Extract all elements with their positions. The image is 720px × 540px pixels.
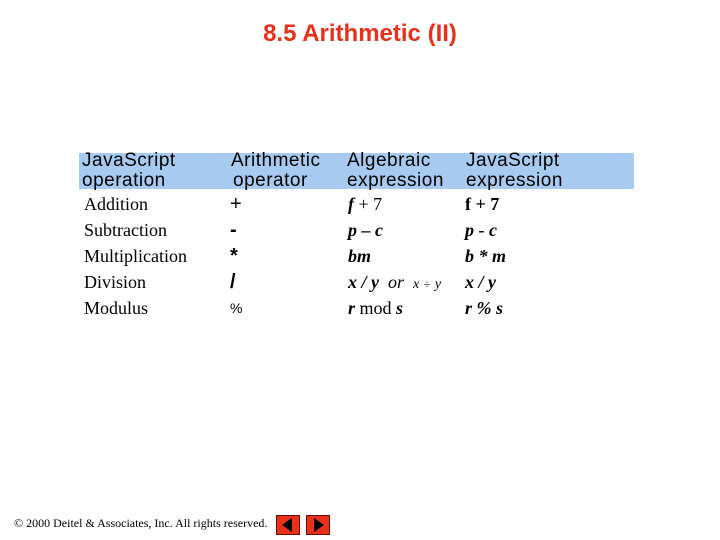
algebraic-cell xyxy=(348,218,383,242)
algebraic-variable: bm xyxy=(348,246,372,266)
header-javascript-operation xyxy=(82,151,176,191)
slide-title: 8.5 Arithmetic (II) xyxy=(263,20,457,47)
header-arithmetic-operator xyxy=(231,151,320,191)
operation-cell: Multiplication xyxy=(84,246,187,266)
algebraic-cell xyxy=(348,270,441,297)
triangle-left-icon xyxy=(277,516,299,534)
operator-cell: % xyxy=(230,300,243,316)
operator-cell: * xyxy=(230,245,238,267)
algebraic-rest: – c xyxy=(361,220,383,240)
algebraic-cell xyxy=(348,192,382,216)
algebraic-variable: x xyxy=(413,277,420,292)
header-line: JavaScript xyxy=(82,150,176,171)
algebraic-cell xyxy=(348,244,371,268)
algebraic-variable: r xyxy=(348,298,356,318)
table-row xyxy=(0,296,720,320)
header-line: operation xyxy=(82,170,166,191)
operator-cell: / xyxy=(230,271,236,293)
table-row xyxy=(0,270,720,294)
algebraic-variable: y xyxy=(434,277,442,292)
js-expression-cell: p - c xyxy=(465,220,497,240)
algebraic-rest: + 7 xyxy=(358,194,383,214)
header-line: Arithmetic xyxy=(231,150,321,171)
algebraic-cell xyxy=(348,296,403,320)
js-expression-cell: r % s xyxy=(465,298,504,318)
header-line: Algebraic xyxy=(347,150,431,171)
header-algebraic-expression xyxy=(347,151,444,191)
operation-cell: Modulus xyxy=(84,298,149,318)
algebraic-variable: x / y xyxy=(348,272,379,292)
js-expression-cell: b * m xyxy=(465,246,507,266)
division-sign: ÷ xyxy=(423,276,431,291)
operation-cell: Addition xyxy=(84,194,149,214)
operator-cell: + xyxy=(230,193,242,215)
table-row xyxy=(0,218,720,242)
js-expression-cell: f + 7 xyxy=(465,194,500,214)
copyright-footer: © 2000 Deitel & Associates, Inc. All rights reserved. xyxy=(14,516,268,530)
algebraic-or: or xyxy=(388,272,405,292)
algebraic-variable: p xyxy=(348,220,357,240)
header-line: expression xyxy=(466,170,563,191)
header-line: JavaScript xyxy=(466,150,560,171)
table-row xyxy=(0,244,720,268)
previous-slide-button[interactable] xyxy=(276,515,300,535)
table-row xyxy=(0,192,720,216)
algebraic-variable: s xyxy=(396,298,404,318)
header-javascript-expression xyxy=(466,151,563,191)
js-expression-cell: x / y xyxy=(465,272,496,292)
triangle-right-icon xyxy=(307,516,329,534)
algebraic-mod: mod xyxy=(359,298,392,318)
header-line: expression xyxy=(347,170,444,191)
next-slide-button[interactable] xyxy=(306,515,330,535)
algebraic-variable: f xyxy=(348,194,354,214)
header-line: operator xyxy=(233,170,308,191)
operation-cell: Subtraction xyxy=(84,220,167,240)
operator-cell: - xyxy=(230,219,237,241)
operation-cell: Division xyxy=(84,272,147,292)
